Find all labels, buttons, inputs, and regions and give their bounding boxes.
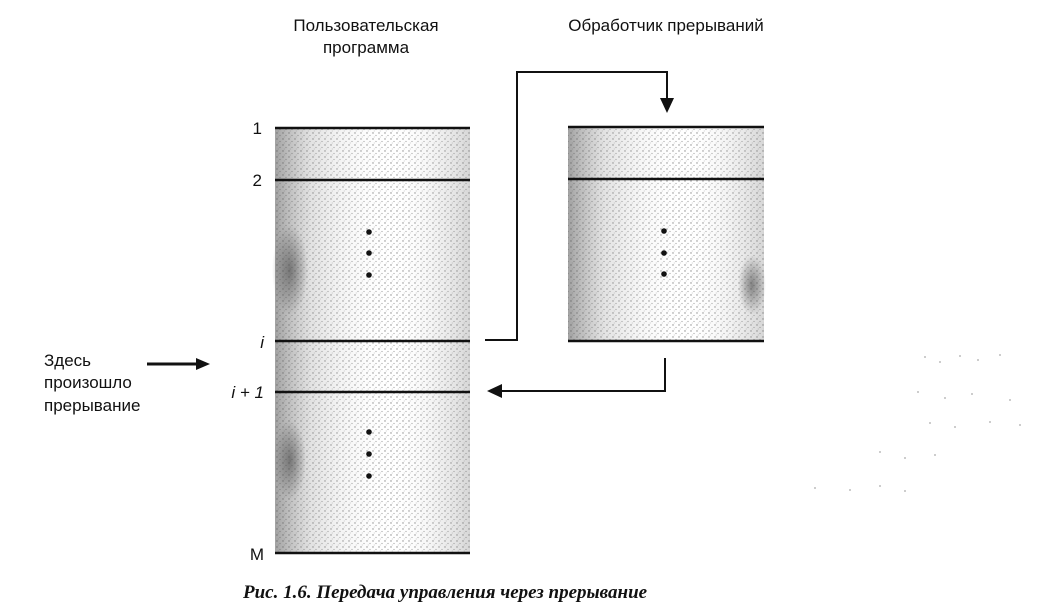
marker-2: 2 [252,171,262,190]
return-from-handler-arrow [487,358,665,398]
arrowhead-left-icon [487,384,502,398]
user-program-block [272,128,470,553]
bleed-through-specks [814,354,1021,492]
ellipsis-dot [661,271,667,277]
arrowhead-down-icon [660,98,674,113]
figure-caption: Рис. 1.6. Передача управления через прерывание [243,582,648,603]
ellipsis-dot [661,228,667,234]
handler-title: Обработчик прерываний [568,16,764,35]
interrupt-note-line1: Здесь [44,351,91,370]
interrupt-note-line3: прерывание [44,396,141,415]
ellipsis-dot [366,473,372,479]
marker-i: i [260,333,264,352]
marker-1: 1 [252,119,262,138]
shade-spot [738,255,766,315]
user-program-title-line1: Пользовательская [293,16,439,35]
ellipsis-dot [366,250,372,256]
marker-m: M [249,545,264,564]
shade-spot [272,225,308,315]
marker-i-plus-1: i + 1 [231,383,264,402]
interrupt-pointer-arrow [147,358,210,370]
ellipsis-dot [366,451,372,457]
ellipsis-dot [661,250,667,256]
user-program-title-line2: программа [322,38,410,57]
shade-spot [274,420,306,500]
interrupt-handler-block [568,127,766,342]
ellipsis-dot [366,229,372,235]
ellipsis-dot [366,429,372,435]
arrowhead-right-icon [196,358,210,370]
ellipsis-dot [366,272,372,278]
handler-shading [568,127,764,342]
interrupt-note-line2: произошло [44,373,132,392]
